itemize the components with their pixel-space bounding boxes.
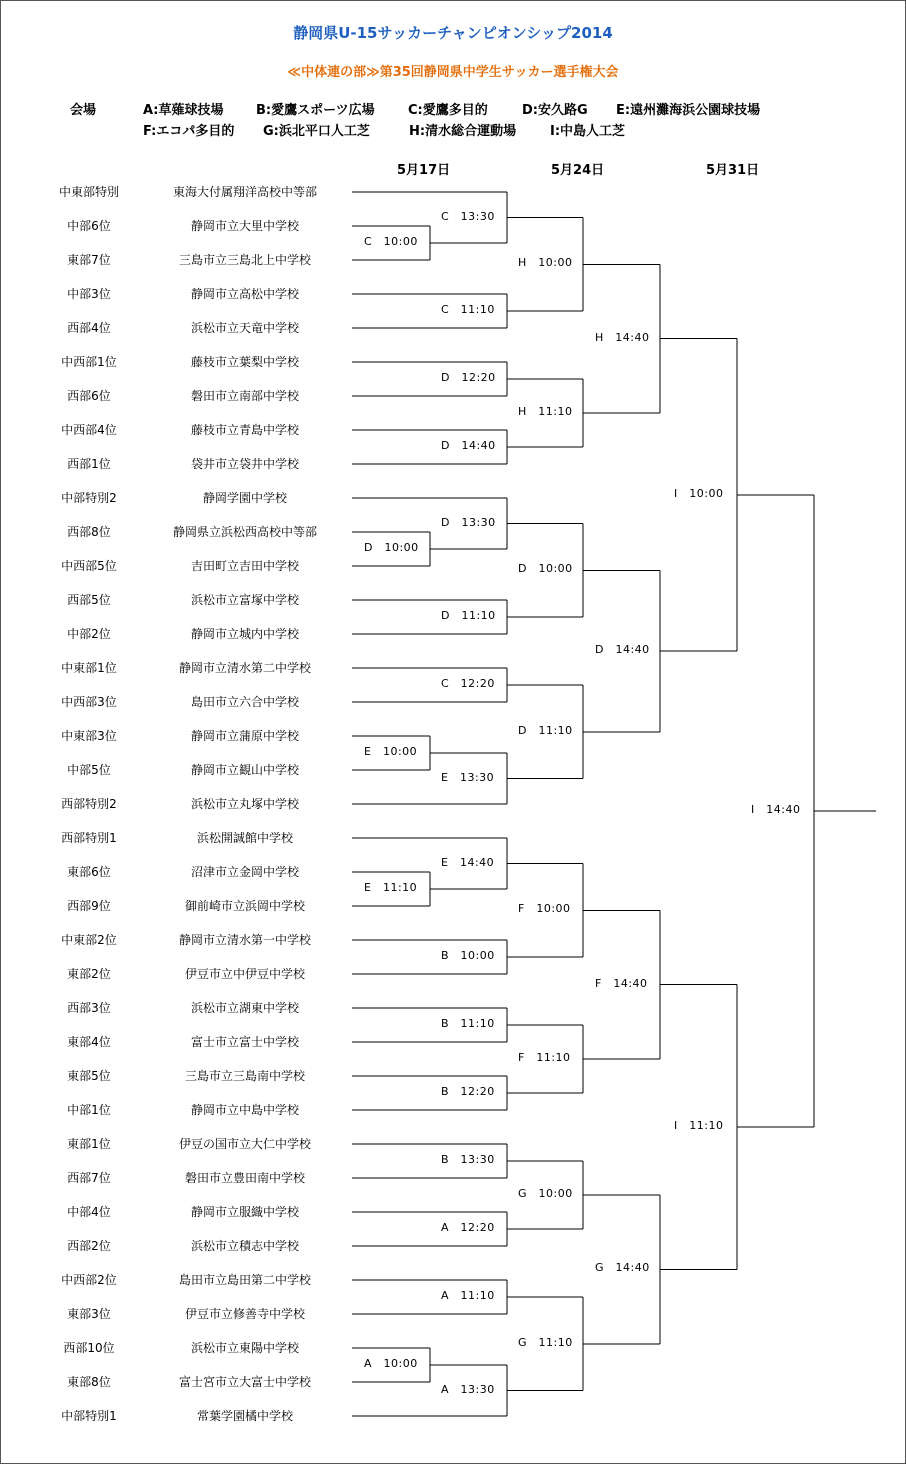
team-school: 東海大付属翔洋高校中等部 — [172, 185, 317, 199]
match-label: D 10:00 — [518, 562, 573, 576]
team-seed: 中東部1位 — [61, 661, 117, 675]
team-school: 藤枝市立青島中学校 — [190, 423, 299, 437]
team-school: 袋井市立袋井中学校 — [190, 457, 299, 471]
team-seed: 西部2位 — [67, 1239, 111, 1253]
team-seed: 西部5位 — [67, 593, 111, 607]
team-seed: 東部7位 — [67, 253, 111, 267]
venue-f: F:エコパ多目的 — [143, 124, 235, 139]
team-school: 静岡市立清水第一中学校 — [178, 933, 311, 947]
venue-c: C:愛鷹多目的 — [408, 103, 488, 118]
team-school: 静岡市立蒲原中学校 — [190, 729, 299, 743]
team-school: 富士宮市立大富士中学校 — [178, 1375, 311, 1389]
team-seed: 中西部4位 — [61, 423, 117, 437]
match-label: F 11:10 — [518, 1051, 571, 1064]
venue-e: E:遠州灘海浜公園球技場 — [616, 103, 761, 118]
match-label: D 10:00 — [364, 541, 419, 554]
date-round-3: 5月31日 — [706, 163, 760, 178]
match-label: D 11:10 — [441, 609, 496, 622]
venue-a: A:草薙球技場 — [143, 103, 224, 118]
team-school: 島田市立島田第二中学校 — [178, 1273, 311, 1287]
team-school: 浜松市立東陽中学校 — [190, 1341, 299, 1355]
team-school: 浜松市立積志中学校 — [190, 1239, 299, 1253]
match-label: I 10:00 — [674, 486, 724, 500]
date-round-1: 5月17日 — [397, 163, 451, 178]
team-seed: 中部2位 — [67, 627, 111, 641]
team-seed: 東部1位 — [67, 1137, 111, 1151]
team-school: 静岡市立城内中学校 — [190, 627, 299, 641]
team-seed: 中部1位 — [67, 1103, 111, 1117]
team-school: 静岡県立浜松西高校中等部 — [172, 525, 317, 539]
venue-h: H:清水総合運動場 — [409, 124, 517, 139]
team-seed: 中部5位 — [67, 763, 111, 777]
page-title: 静岡県U-15サッカーチャンピオンシップ2014 — [293, 24, 613, 42]
team-seed: 西部9位 — [67, 899, 111, 913]
match-label: D 14:40 — [595, 643, 650, 656]
match-label: G 14:40 — [595, 1261, 650, 1275]
team-seed: 西部3位 — [67, 1001, 111, 1015]
team-school: 静岡市立大里中学校 — [190, 219, 299, 233]
team-school: 島田市立六合中学校 — [190, 695, 299, 709]
team-school: 静岡市立清水第二中学校 — [178, 661, 311, 675]
venue-g: G:浜北平口人工芝 — [263, 124, 370, 139]
team-seed: 西部10位 — [63, 1341, 115, 1355]
team-seed: 東部3位 — [67, 1307, 111, 1321]
team-school: 伊豆市立修善寺中学校 — [184, 1307, 305, 1321]
venue-heading: 会場 — [70, 103, 97, 118]
match-label: E 11:10 — [364, 881, 418, 894]
team-seed: 中西部3位 — [61, 695, 117, 709]
team-school: 静岡学園中学校 — [202, 491, 287, 505]
match-label: D 12:20 — [441, 371, 496, 384]
team-school: 静岡市立観山中学校 — [190, 763, 299, 777]
match-label: B 10:00 — [441, 949, 495, 962]
team-school: 磐田市立豊田南中学校 — [184, 1171, 305, 1185]
venue-d: D:安久路G — [522, 103, 588, 118]
team-school: 浜松市立丸塚中学校 — [190, 797, 299, 811]
team-school: 静岡市立服織中学校 — [190, 1205, 299, 1219]
team-seed: 西部8位 — [67, 525, 111, 539]
team-seed: 東部8位 — [67, 1375, 111, 1389]
team-seed: 中東部2位 — [61, 933, 117, 947]
team-seed: 中部特別2 — [61, 491, 117, 505]
match-label: A 13:30 — [441, 1382, 495, 1396]
match-label: A 12:20 — [441, 1221, 495, 1234]
match-label: F 14:40 — [595, 976, 648, 990]
match-label: C 11:10 — [441, 303, 495, 316]
team-seed: 西部特別2 — [61, 797, 117, 811]
team-school: 御前崎市立浜岡中学校 — [184, 899, 305, 913]
team-school: 静岡市立高松中学校 — [190, 287, 299, 301]
match-label: H 14:40 — [595, 330, 650, 344]
match-label: E 14:40 — [441, 855, 495, 869]
match-label: A 11:10 — [441, 1289, 495, 1302]
match-label: C 13:30 — [441, 209, 495, 223]
team-seed: 中西部1位 — [61, 355, 117, 369]
match-label: F 10:00 — [518, 902, 571, 916]
team-seed: 中部3位 — [67, 287, 111, 301]
page-subtitle: ≪中体連の部≫第35回静岡県中学生サッカー選手権大会 — [287, 65, 619, 80]
team-seed: 西部7位 — [67, 1171, 111, 1185]
match-label: I 14:40 — [751, 802, 801, 816]
match-label: I 11:10 — [674, 1119, 724, 1132]
team-seed: 東部5位 — [67, 1069, 111, 1083]
date-round-2: 5月24日 — [551, 163, 605, 178]
match-label: H 11:10 — [518, 405, 573, 418]
team-school: 静岡市立中島中学校 — [190, 1103, 299, 1117]
team-seed: 中東部3位 — [61, 729, 117, 743]
team-seed: 中西部5位 — [61, 559, 117, 573]
team-school: 富士市立富士中学校 — [190, 1035, 299, 1049]
match-label: D 11:10 — [518, 723, 573, 737]
match-label: B 12:20 — [441, 1085, 495, 1098]
team-seed: 東部6位 — [67, 865, 111, 879]
team-school: 浜松市立富塚中学校 — [190, 593, 299, 607]
match-label: H 10:00 — [518, 256, 573, 270]
venue-b: B:愛鷹スポーツ広場 — [256, 103, 375, 118]
team-school: 伊豆の国市立大仁中学校 — [178, 1137, 311, 1151]
team-seed: 西部6位 — [67, 389, 111, 403]
match-label: G 10:00 — [518, 1187, 573, 1200]
team-school: 常葉学園橘中学校 — [196, 1409, 293, 1423]
match-label: B 13:30 — [441, 1153, 495, 1166]
team-school: 浜松市立湖東中学校 — [190, 1001, 299, 1015]
team-school: 三島市立三島南中学校 — [184, 1069, 305, 1083]
match-label: G 11:10 — [518, 1335, 573, 1349]
team-school: 沼津市立金岡中学校 — [190, 865, 299, 879]
team-seed: 東部4位 — [67, 1035, 111, 1049]
team-seed: 中部特別1 — [61, 1409, 117, 1423]
venue-i: I:中島人工芝 — [550, 124, 626, 139]
team-school: 三島市立三島北上中学校 — [178, 253, 311, 267]
match-label: B 11:10 — [441, 1017, 495, 1030]
team-seed: 中東部特別 — [58, 185, 119, 199]
match-label: E 10:00 — [364, 745, 418, 758]
team-school: 浜松開誠館中学校 — [196, 831, 293, 845]
team-school: 吉田町立吉田中学校 — [190, 559, 299, 573]
match-label: A 10:00 — [364, 1357, 418, 1370]
team-seed: 西部特別1 — [61, 831, 117, 845]
match-label: C 10:00 — [364, 235, 418, 248]
team-school: 伊豆市立中伊豆中学校 — [184, 967, 305, 981]
team-school: 藤枝市立葉梨中学校 — [190, 355, 299, 369]
match-label: E 13:30 — [441, 770, 495, 784]
team-seed: 中西部2位 — [61, 1273, 117, 1287]
team-seed: 中部4位 — [67, 1205, 111, 1219]
match-label: D 13:30 — [441, 515, 496, 529]
team-school: 磐田市立南部中学校 — [190, 389, 299, 403]
team-seed: 東部2位 — [67, 967, 111, 981]
team-school: 浜松市立天竜中学校 — [190, 321, 299, 335]
team-seed: 中部6位 — [67, 219, 111, 233]
team-seed: 西部1位 — [67, 457, 111, 471]
match-label: D 14:40 — [441, 439, 496, 452]
match-label: C 12:20 — [441, 677, 495, 690]
team-seed: 西部4位 — [67, 321, 111, 335]
